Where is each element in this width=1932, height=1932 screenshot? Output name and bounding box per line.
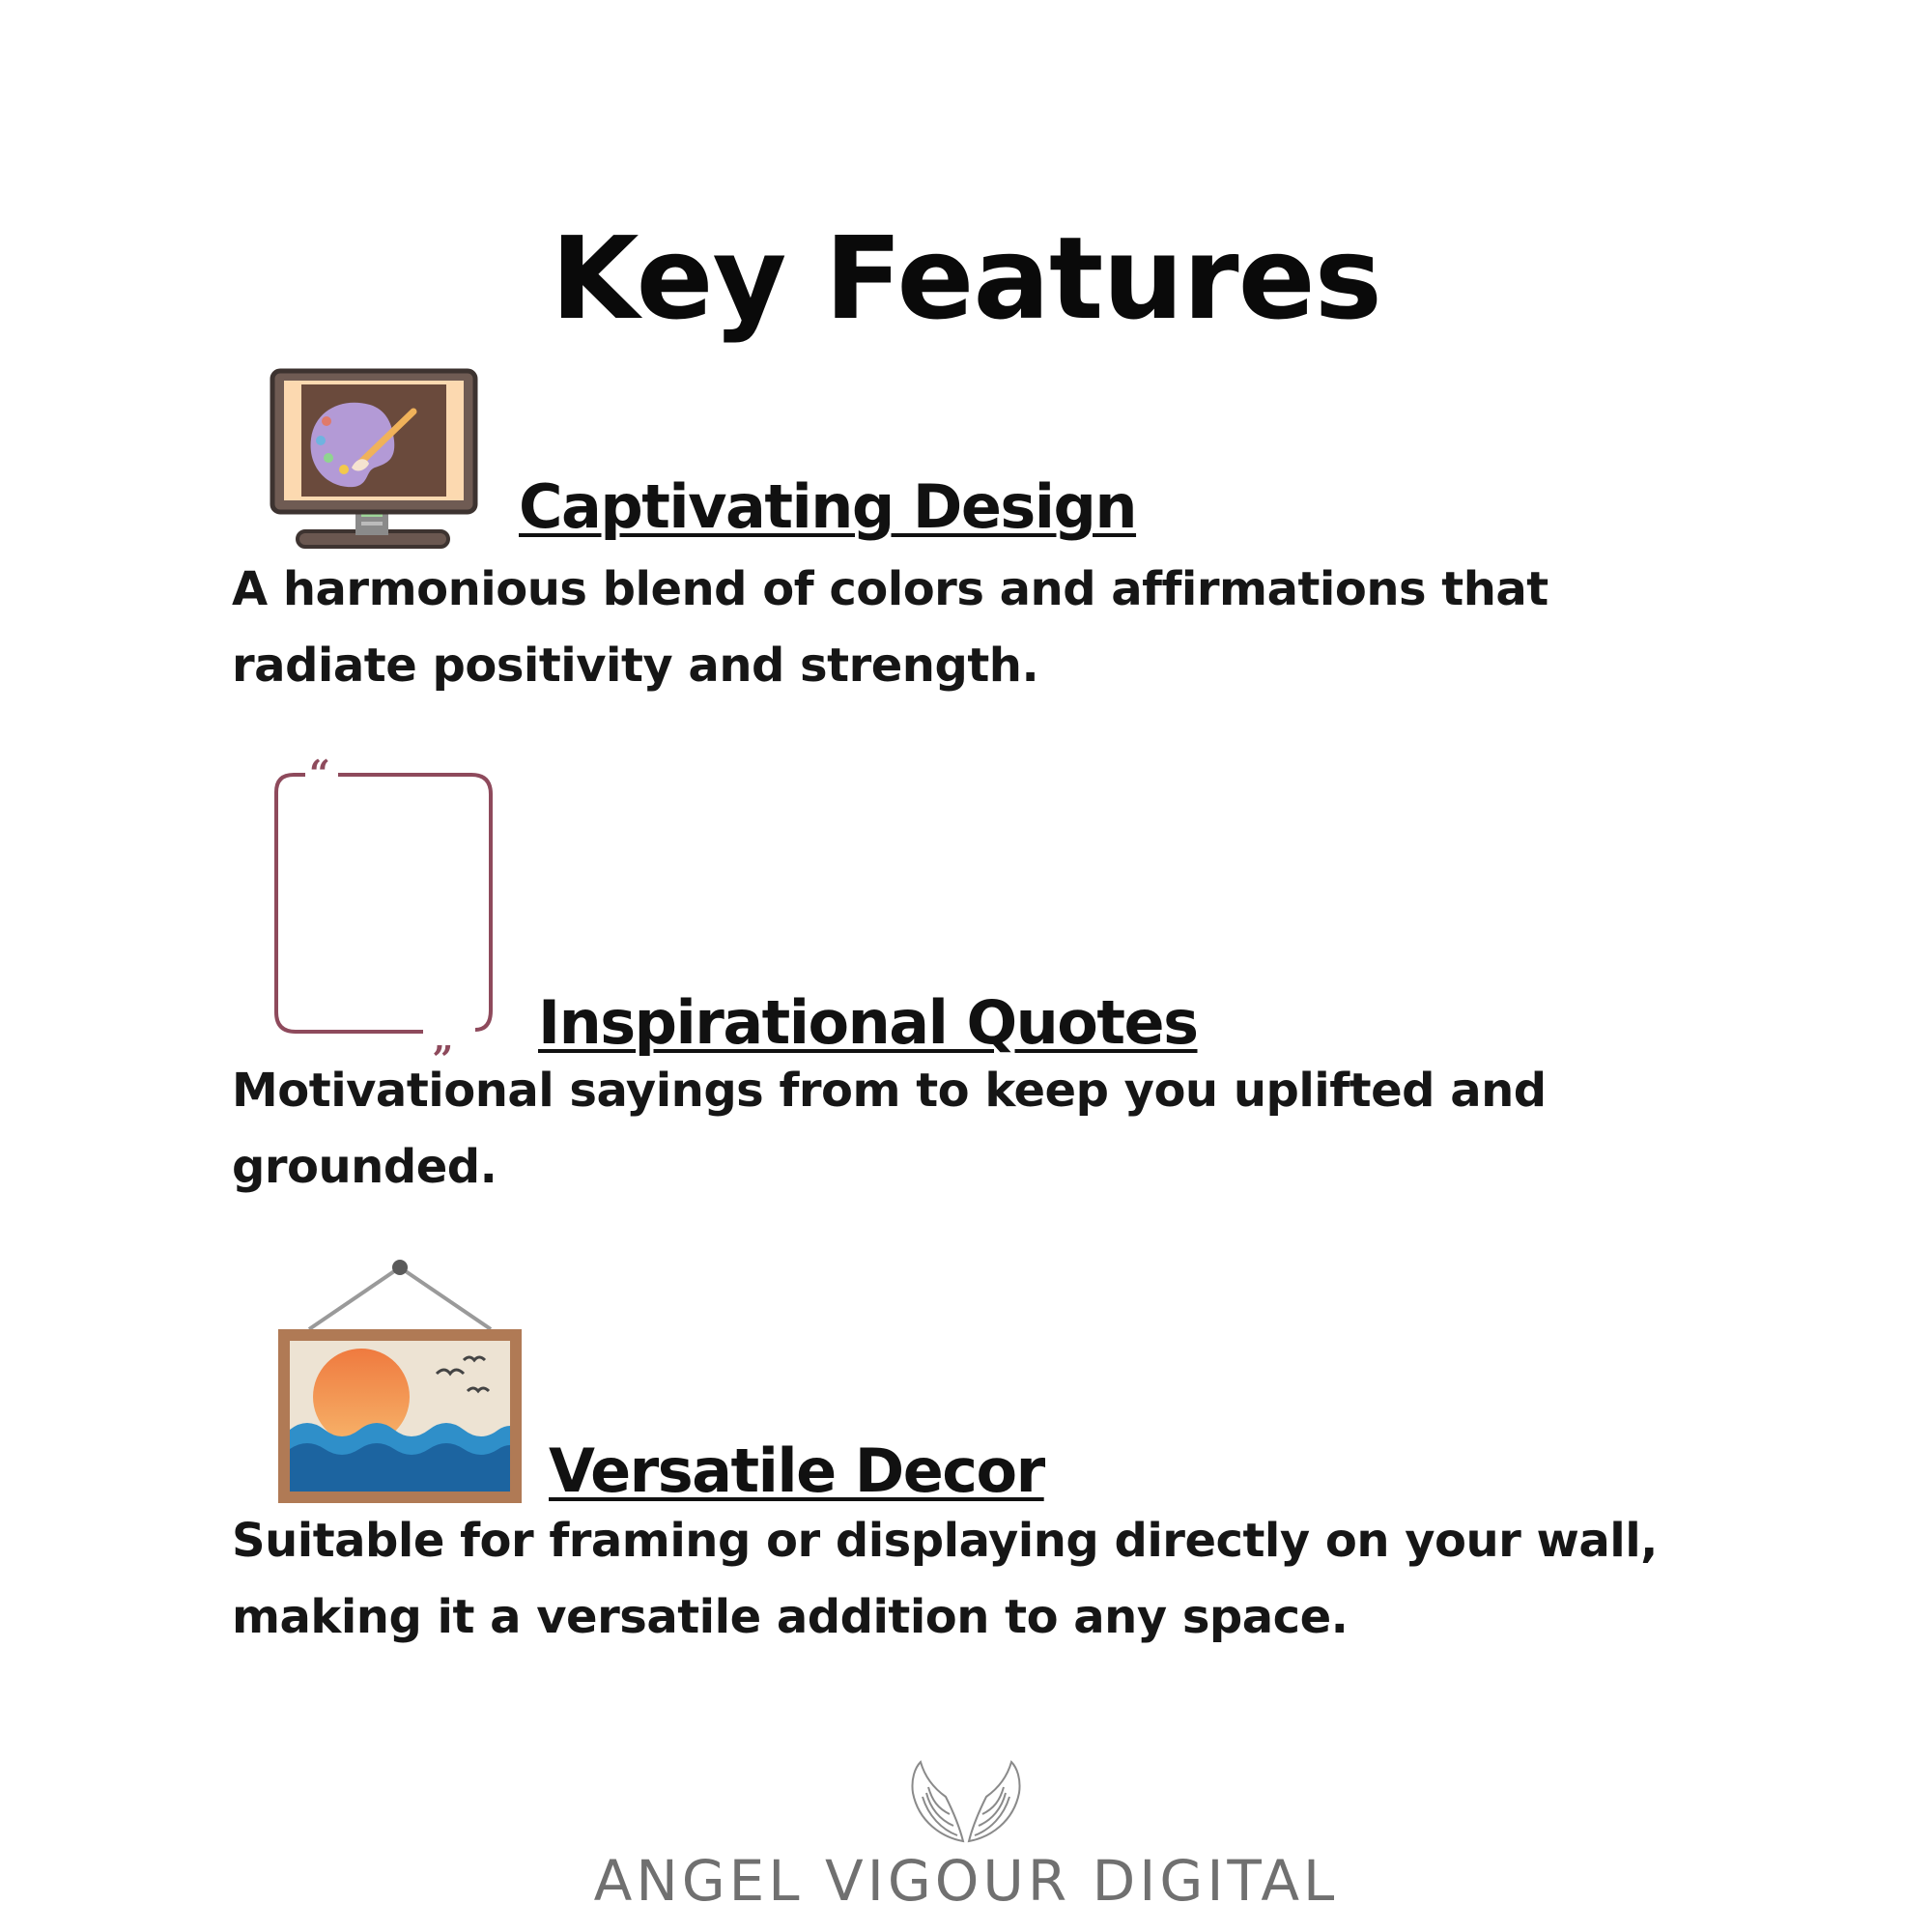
hanging-picture-icon [274,1256,526,1507]
svg-text:„: „ [433,1016,454,1060]
monitor-palette-icon [269,367,481,556]
svg-text:“: “ [309,752,330,795]
feature-title: Versatile Decor [549,1435,1044,1506]
page-title: Key Features [551,212,1381,345]
angel-wings-icon [903,1758,1029,1847]
quote-frame-icon [269,752,510,1061]
feature-description: Motivational sayings from to keep you uplifted and grounded. [232,1064,1547,1194]
feature-title: Inspirational Quotes [538,987,1198,1058]
feature-description: Suitable for framing or displaying directly on your wall, making it a versatile addition to any space. [232,1514,1658,1644]
brand-name: ANGEL VIGOUR DIGITAL [593,1848,1339,1914]
feature-title: Captivating Design [519,471,1137,542]
feature-description: A harmonious blend of colors and affirmations that radiate positivity and strength. [232,562,1548,693]
brand-footer [0,1758,1932,1915]
